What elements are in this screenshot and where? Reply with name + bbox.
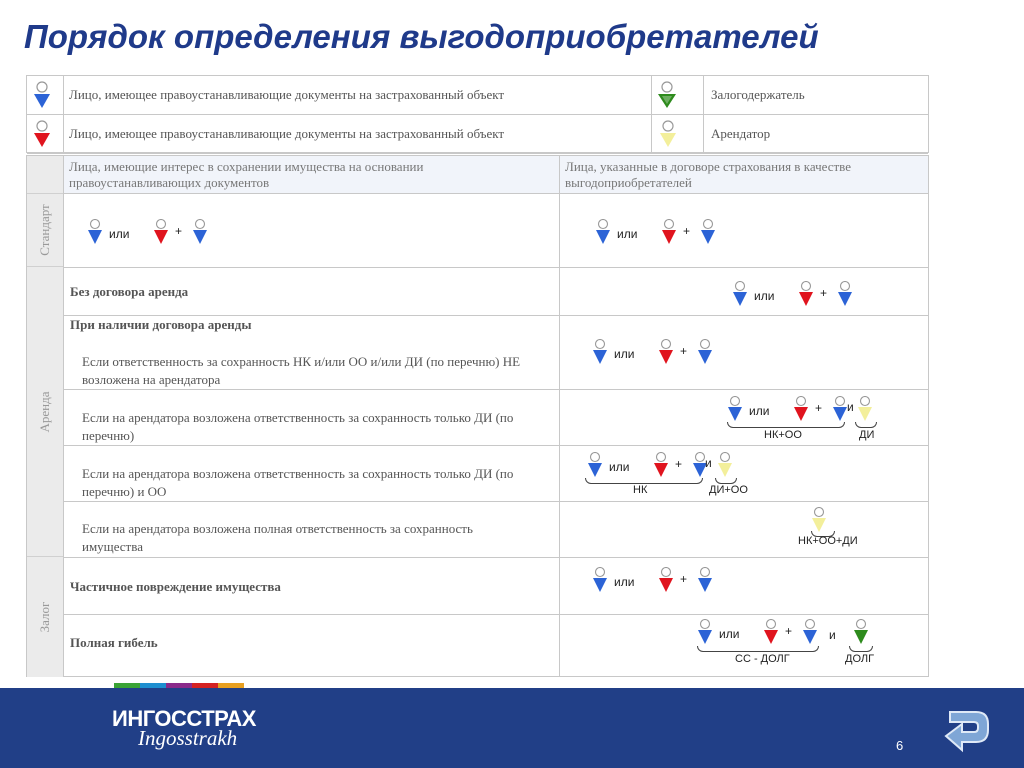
pin-blue-icon [595, 219, 611, 245]
or-label: или [614, 575, 635, 589]
pin-blue-icon [87, 219, 103, 245]
pin-yellow-icon [717, 452, 733, 478]
pin-blue-icon [587, 452, 603, 478]
section-standard: Стандарт [27, 194, 63, 267]
pin-red-icon [793, 396, 809, 422]
brace [697, 646, 819, 652]
or-label: или [609, 460, 630, 474]
row-partial-damage: Частичное повреждение имущества [70, 579, 281, 594]
row-with-rent: При наличии договора аренды [70, 317, 252, 332]
pin-red-icon [658, 567, 674, 593]
and-label: и [829, 628, 836, 642]
brace-label: ДИ+ОО [709, 484, 748, 496]
pin-yellow-icon [857, 396, 873, 422]
plus-label: + [675, 457, 683, 471]
legend-owner-text: Лицо, имеющее правоустанавливающие документы на застрахованный объект [69, 87, 505, 102]
page-title: Порядок определения выгодоприобретателей [24, 18, 819, 55]
row-if-tenant-di: Если на арендатора возложена ответственность за сохранность только ДИ (по перечню) [82, 410, 514, 443]
logo: ИНГОССТРАХ [112, 706, 256, 731]
or-label: или [754, 289, 775, 303]
brace [727, 422, 845, 428]
pin-blue-icon [697, 619, 713, 645]
brace-label: ДИ [859, 429, 875, 441]
row-if-tenant-di-oo: Если на арендатора возложена ответственность за сохранность только ДИ (по перечню) и ОО [82, 466, 514, 499]
plus-label: + [175, 224, 183, 238]
brace-label: СС - ДОЛГ [735, 653, 790, 665]
row-if-tenant-full: Если на арендатора возложена полная ответственность за сохранность имущества [82, 521, 473, 554]
brace-label: НК+ОО+ДИ [798, 535, 858, 547]
pin-blue-icon [727, 396, 743, 422]
plus-label: + [680, 344, 688, 358]
legend-row [27, 115, 928, 154]
pin-red-icon [653, 452, 669, 478]
plus-label: + [785, 624, 793, 638]
pin-blue-icon [802, 619, 818, 645]
header-beneficiaries: Лица, указанные в договоре страхования в качестве выгодоприобретателей [559, 156, 928, 194]
pin-blue-icon [33, 81, 51, 109]
header-interest-holders: Лица, имеющие интерес в сохранении имущества на основании правоустанавливающих документов [63, 156, 559, 194]
legend-pledgee-text: Залогодержатель [711, 87, 805, 102]
rules-table [26, 155, 929, 677]
or-label: или [749, 404, 770, 418]
pin-blue-icon [732, 281, 748, 307]
brace-label: НК+ОО [764, 429, 802, 441]
section-rent: Аренда [27, 267, 63, 557]
brace [855, 422, 877, 428]
pin-blue-icon [592, 339, 608, 365]
or-label: или [617, 227, 638, 241]
page-number: 6 [896, 738, 904, 753]
legend-row [27, 76, 928, 115]
pin-red-icon [661, 219, 677, 245]
brace-label: ДОЛГ [845, 653, 875, 665]
or-label: или [719, 627, 740, 641]
or-label: или [614, 347, 635, 361]
pin-red-icon [33, 120, 51, 148]
pin-red-icon [763, 619, 779, 645]
row-total-loss: Полная гибель [70, 635, 158, 650]
pin-blue-icon [192, 219, 208, 245]
row-no-rent: Без договора аренда [70, 284, 189, 299]
plus-label: + [680, 572, 688, 586]
plus-label: + [820, 286, 828, 300]
and-label: и [847, 400, 854, 414]
section-pledge: Залог [27, 557, 63, 677]
pin-blue-icon [697, 339, 713, 365]
pin-red-icon [153, 219, 169, 245]
pin-blue-icon [697, 567, 713, 593]
pin-green-icon [853, 619, 869, 645]
legend-table [26, 75, 929, 153]
pin-yellow-icon [811, 507, 827, 533]
and-label: и [705, 456, 712, 470]
row-if-not-tenant: Если ответственность за сохранность НК и/или ОО и/или ДИ (по перечню) НЕ возложена на арендатора [82, 354, 521, 387]
pin-yellow-icon [659, 120, 677, 148]
pin-blue-icon [837, 281, 853, 307]
pin-red-icon [798, 281, 814, 307]
brace-label: НК [633, 484, 648, 496]
legend-tenant-text: Арендатор [711, 126, 771, 141]
pin-blue-icon [592, 567, 608, 593]
legend-owner-text-2: Лицо, имеющее правоустанавливающие документы на застрахованный объект [69, 126, 505, 141]
logo-script: Ingosstrakh [138, 726, 238, 750]
pin-blue-icon [700, 219, 716, 245]
pin-blue-icon [832, 396, 848, 422]
brace [849, 646, 873, 652]
plus-label: + [815, 401, 823, 415]
return-arrow-icon[interactable] [942, 704, 992, 754]
plus-label: + [683, 224, 691, 238]
pin-green-icon [657, 81, 677, 109]
or-label: или [109, 227, 130, 241]
pin-red-icon [658, 339, 674, 365]
